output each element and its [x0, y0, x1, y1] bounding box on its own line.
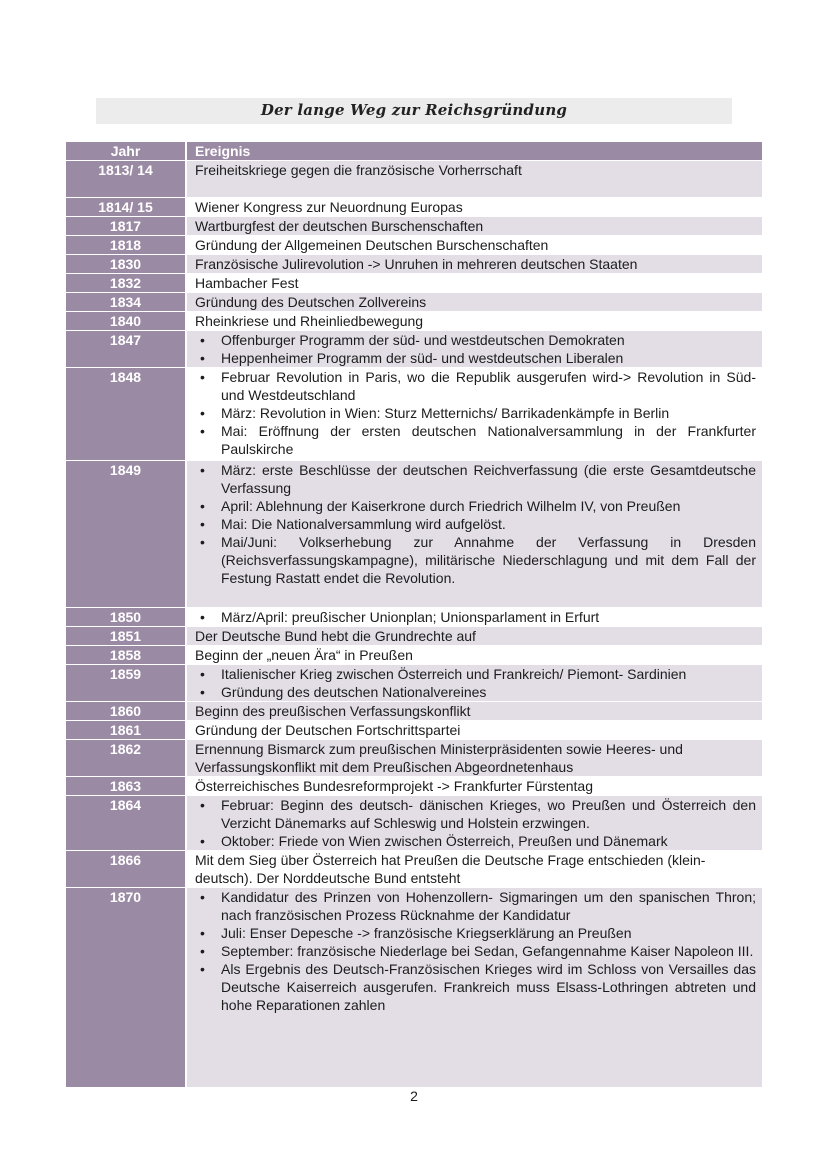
table-row [66, 331, 762, 368]
year-cell: 1840 [66, 312, 186, 331]
event-list [195, 368, 756, 458]
year-cell: 1866 [66, 851, 186, 888]
year-cell: 1818 [66, 236, 186, 255]
column-header-event: Ereignis [186, 142, 762, 161]
list-item: • März/April: preußischer Unionplan; Unionsparlament in Erfurt [221, 608, 756, 626]
event-list [195, 608, 756, 626]
event-cell: Hambacher Fest [186, 274, 762, 293]
year-cell: 1860 [66, 702, 186, 721]
event-cell: Wiener Kongress zur Neuordnung Europas [186, 198, 762, 217]
table-row [66, 368, 762, 461]
year-cell: 1817 [66, 217, 186, 236]
event-cell [186, 461, 762, 608]
event-cell: Der Deutsche Bund hebt die Grundrechte auf [186, 627, 762, 646]
table-row [66, 236, 762, 255]
year-cell: 1848 [66, 368, 186, 461]
list-item: • Februar: Beginn des deutsch- dänischen Krieges, wo Preußen und Österreich den Verzicht Dänemarks auf Schleswig und Holstein erzwingen. [221, 796, 756, 832]
list-item: • März: erste Beschlüsse der deutschen Reichverfassung (die erste Gesamtdeutsche Verfassung [221, 461, 756, 497]
event-list [195, 331, 756, 367]
table-row [66, 702, 762, 721]
event-list [195, 665, 756, 701]
event-cell [186, 331, 762, 368]
table-row [66, 888, 762, 1088]
list-item: • Gründung des deutschen Nationalvereines [221, 683, 756, 701]
table-row [66, 608, 762, 627]
year-cell: 1830 [66, 255, 186, 274]
table-row [66, 461, 762, 608]
timeline-table [66, 142, 762, 1088]
year-cell: 1870 [66, 888, 186, 1088]
event-list [195, 888, 756, 1014]
year-cell: 1859 [66, 665, 186, 702]
list-item: • Italienischer Krieg zwischen Österreich und Frankreich/ Piemont- Sardinien [221, 665, 756, 683]
event-cell [186, 608, 762, 627]
event-cell: Französische Julirevolution -> Unruhen in mehreren deutschen Staaten [186, 255, 762, 274]
table-row [66, 796, 762, 851]
event-cell: Freiheitskriege gegen die französische Vorherrschaft [186, 161, 762, 198]
column-header-year: Jahr [66, 142, 186, 161]
year-cell: 1849 [66, 461, 186, 608]
table-row [66, 198, 762, 217]
event-cell: Gründung der Deutschen Fortschrittspartei [186, 721, 762, 740]
table-row [66, 665, 762, 702]
event-cell [186, 665, 762, 702]
year-cell: 1814/ 15 [66, 198, 186, 217]
year-cell: 1851 [66, 627, 186, 646]
event-cell: Wartburgfest der deutschen Burschenschaften [186, 217, 762, 236]
list-item: • Als Ergebnis des Deutsch-Französischen Krieges wird im Schloss von Versailles das Deutsche Kaiserreich ausgerufen. Frankreich muss Elsass-Lothringen abtreten und hohe Reparationen zahlen [221, 960, 756, 1014]
event-cell: Ernennung Bismarck zum preußischen Ministerpräsidenten sowie Heeres- und Verfassungskonflikt mit dem Preußischen Abgeordnetenhaus [186, 740, 762, 777]
year-cell: 1813/ 14 [66, 161, 186, 198]
table-row [66, 312, 762, 331]
event-cell: Mit dem Sieg über Österreich hat Preußen die Deutsche Frage entschieden (klein-deutsch). Der Norddeutsche Bund entsteht [186, 851, 762, 888]
table-row [66, 646, 762, 665]
table-row [66, 293, 762, 312]
table-row [66, 255, 762, 274]
list-item: • Mai: Eröffnung der ersten deutschen Nationalversammlung in der Frankfurter Paulskirche [221, 422, 756, 458]
event-cell [186, 796, 762, 851]
event-cell: Österreichisches Bundesreformprojekt -> Frankfurter Fürstentag [186, 777, 762, 796]
year-cell: 1864 [66, 796, 186, 851]
year-cell: 1861 [66, 721, 186, 740]
event-list [195, 796, 756, 850]
event-list [195, 461, 756, 587]
list-item: • Heppenheimer Programm der süd- und westdeutschen Liberalen [221, 349, 756, 367]
list-item: • Februar Revolution in Paris, wo die Republik ausgerufen wird-> Revolution in Süd- und Westdeutschland [221, 368, 756, 404]
table-row [66, 274, 762, 293]
year-cell: 1863 [66, 777, 186, 796]
table-header-row [66, 142, 762, 161]
list-item: • Offenburger Programm der süd- und westdeutschen Demokraten [221, 331, 756, 349]
list-item: • Kandidatur des Prinzen von Hohenzollern- Sigmaringen um den spanischen Thron; nach französischen Prozess Rücknahme der Kandidatur [221, 888, 756, 924]
list-item: • April: Ablehnung der Kaiserkrone durch Friedrich Wilhelm IV, von Preußen [221, 497, 756, 515]
year-cell: 1858 [66, 646, 186, 665]
event-cell: Gründung der Allgemeinen Deutschen Burschenschaften [186, 236, 762, 255]
event-cell [186, 888, 762, 1088]
list-item: • September: französische Niederlage bei Sedan, Gefangennahme Kaiser Napoleon III. [221, 942, 756, 960]
table-row [66, 851, 762, 888]
event-cell: Beginn des preußischen Verfassungskonflikt [186, 702, 762, 721]
year-cell: 1847 [66, 331, 186, 368]
year-cell: 1834 [66, 293, 186, 312]
year-cell: 1850 [66, 608, 186, 627]
table-row [66, 777, 762, 796]
list-item: • März: Revolution in Wien: Sturz Metternichs/ Barrikadenkämpfe in Berlin [221, 404, 756, 422]
list-item: • Mai/Juni: Volkserhebung zur Annahme der Verfassung in Dresden (Reichsverfassungskampagne), militärische Niederschlagung und mit dem Fall der Festung Rastatt endet die Revolution. [221, 533, 756, 587]
year-cell: 1862 [66, 740, 186, 777]
title-bar [96, 98, 732, 124]
table-row [66, 217, 762, 236]
list-item: • Mai: Die Nationalversammlung wird aufgelöst. [221, 515, 756, 533]
table-row [66, 161, 762, 198]
page-title: Der lange Weg zur Reichsgründung [260, 101, 568, 119]
event-cell [186, 368, 762, 461]
table-row [66, 740, 762, 777]
event-cell: Rheinkriese und Rheinliedbewegung [186, 312, 762, 331]
list-item: • Oktober: Friede von Wien zwischen Österreich, Preußen und Dänemark [221, 832, 756, 850]
event-cell: Beginn der „neuen Ära“ in Preußen [186, 646, 762, 665]
table-row [66, 627, 762, 646]
list-item: • Juli: Enser Depesche -> französische Kriegserklärung an Preußen [221, 924, 756, 942]
page-number: 2 [410, 1088, 418, 1104]
table-row [66, 721, 762, 740]
year-cell: 1832 [66, 274, 186, 293]
event-cell: Gründung des Deutschen Zollvereins [186, 293, 762, 312]
